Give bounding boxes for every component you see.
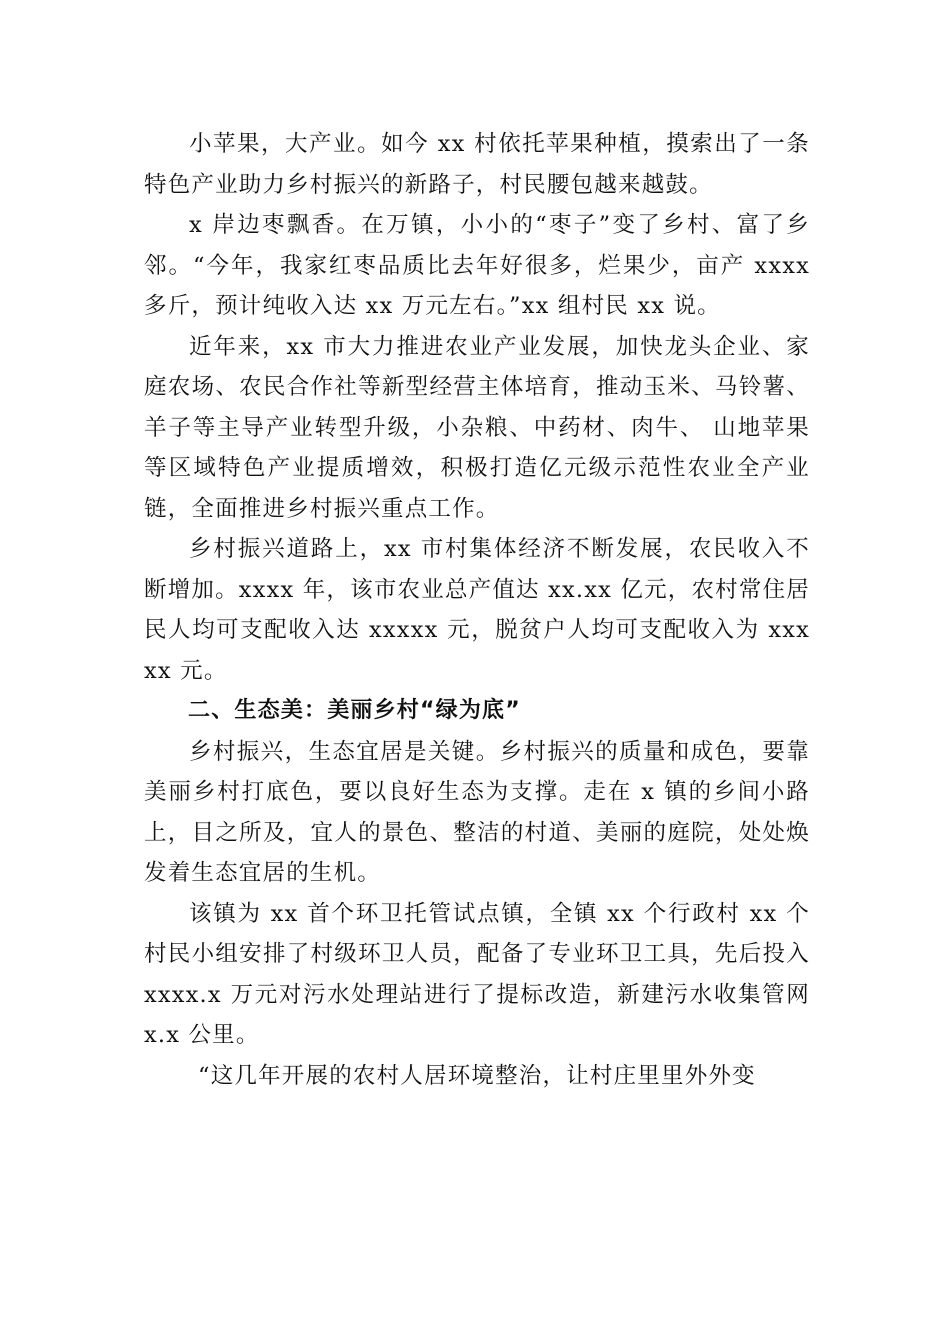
paragraph-agriculture-development: 近年来，xx 市大力推进农业产业发展，加快龙头企业、家庭农场、农民合作社等新型经营主体培育，推动玉米、马铃薯、羊子等主导产业转型升级，小杂粮、中药材、肉牛、 山地苹果等区域特色产业提质增效，积极打造亿元级示范性农业全产业链，全面推进乡村振兴重点工作。: [144, 333, 810, 522]
paragraph-jujube: x 岸边枣飘香。在万镇，小小的“枣子”变了乡村、富了乡邻。“今年，我家红枣品质比去年好很多，烂果少，亩产 xxxx 多斤，预计纯收入达 xx 万元左右。”xx 组村民 xx 说。: [144, 212, 810, 319]
document-page: [144, 124, 810, 1096]
paragraph-sanitation-pilot: 该镇为 xx 首个环卫托管试点镇，全镇 xx 个行政村 xx 个村民小组安排了村级环卫人员，配备了专业环卫工具，先后投入 xxxx.x 万元对污水处理站进行了提标改造，新建污水收集管网 x.x 公里。: [144, 900, 810, 1048]
paragraph-apple-industry: 小苹果，大产业。如今 xx 村依托苹果种植，摸索出了一条特色产业助力乡村振兴的新路子，村民腰包越来越鼓。: [144, 131, 810, 198]
paragraph-quote-environment: “这几年开展的农村人居环境整治，让村庄里里外外变: [198, 1062, 756, 1089]
paragraph-income-growth: 乡村振兴道路上，xx 市村集体经济不断发展，农民收入不断增加。xxxx 年，该市农业总产值达 xx.xx 亿元，农村常住居民人均可支配收入达 xxxxx 元，脱贫户人均可支配收入为 xxxxx 元。: [144, 536, 810, 684]
section-heading-ecology: 二、生态美：美丽乡村“绿为底”: [188, 698, 521, 723]
paragraph-ecological-living: 乡村振兴，生态宜居是关键。乡村振兴的质量和成色，要靠美丽乡村打底色，要以良好生态为支撑。走在 x 镇的乡间小路上，目之所及，宜人的景色、整洁的村道、美丽的庭院，处处焕发着生态宜居的生机。: [144, 738, 810, 886]
